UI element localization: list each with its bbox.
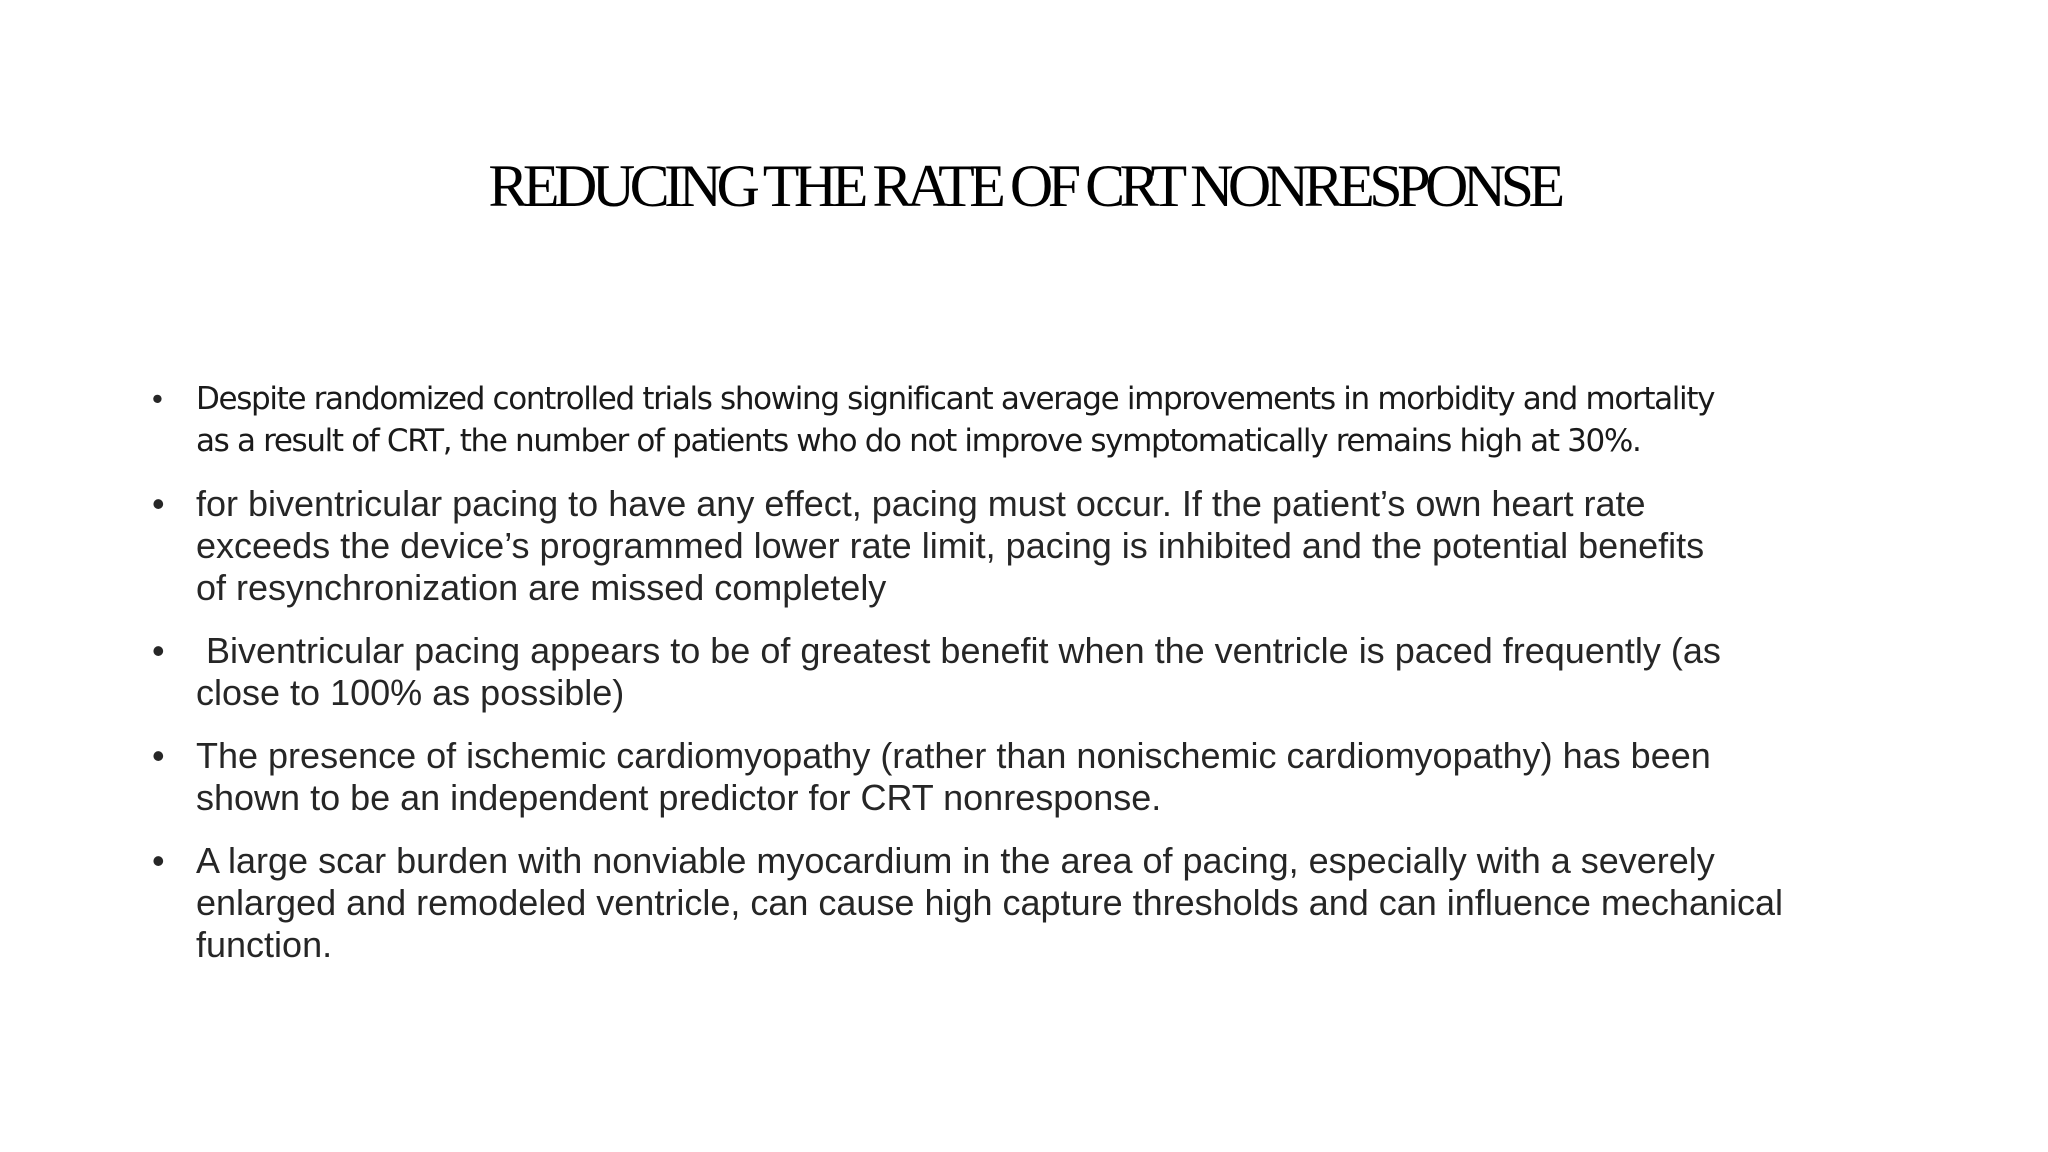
- bullet-marker: •: [152, 483, 165, 524]
- bullet-marker: •: [152, 381, 162, 416]
- bullet-item: [152, 630, 1932, 714]
- bullet-text-line: A large scar burden with nonviable myocardium in the area of pacing, especially with a severely: [196, 840, 1715, 881]
- bullet-text-line: The presence of ischemic cardiomyopathy (rather than nonischemic cardiomyopathy) has been: [196, 735, 1711, 776]
- bullet-marker: •: [152, 630, 165, 671]
- bullet-text-line: of resynchronization are missed completely: [196, 567, 887, 608]
- bullet-item: [152, 735, 1932, 819]
- bullet-item: [152, 840, 1932, 966]
- bullet-item: [152, 378, 1956, 462]
- bullet-marker: •: [152, 840, 165, 881]
- bullet-text-line: Despite randomized controlled trials showing significant average improvements in morbidity and mortality: [196, 381, 1715, 417]
- bullet-marker: •: [152, 735, 165, 776]
- bullet-text-line: function.: [196, 924, 333, 965]
- bullet-text-line: exceeds the device’s programmed lower rate limit, pacing is inhibited and the potential benefits: [196, 525, 1705, 566]
- bullet-text-line: close to 100% as possible): [196, 672, 625, 713]
- bullet-list: [152, 378, 1932, 987]
- bullet-text-line: shown to be an independent predictor for CRT nonresponse.: [196, 777, 1162, 818]
- bullet-text-line: Biventricular pacing appears to be of greatest benefit when the ventricle is paced frequently (as: [196, 630, 1721, 671]
- bullet-text-line: enlarged and remodeled ventricle, can cause high capture thresholds and can influence mechanical: [196, 882, 1784, 923]
- slide-title: REDUCING THE RATE OF CRT NONRESPONSE: [488, 153, 1560, 219]
- bullet-item: [152, 483, 1932, 609]
- bullet-text-line: as a result of CRT, the number of patients who do not improve symptomatically remains high at 30%.: [196, 423, 1641, 459]
- bullet-text-line: for biventricular pacing to have any effect, pacing must occur. If the patient’s own heart rate: [196, 483, 1646, 524]
